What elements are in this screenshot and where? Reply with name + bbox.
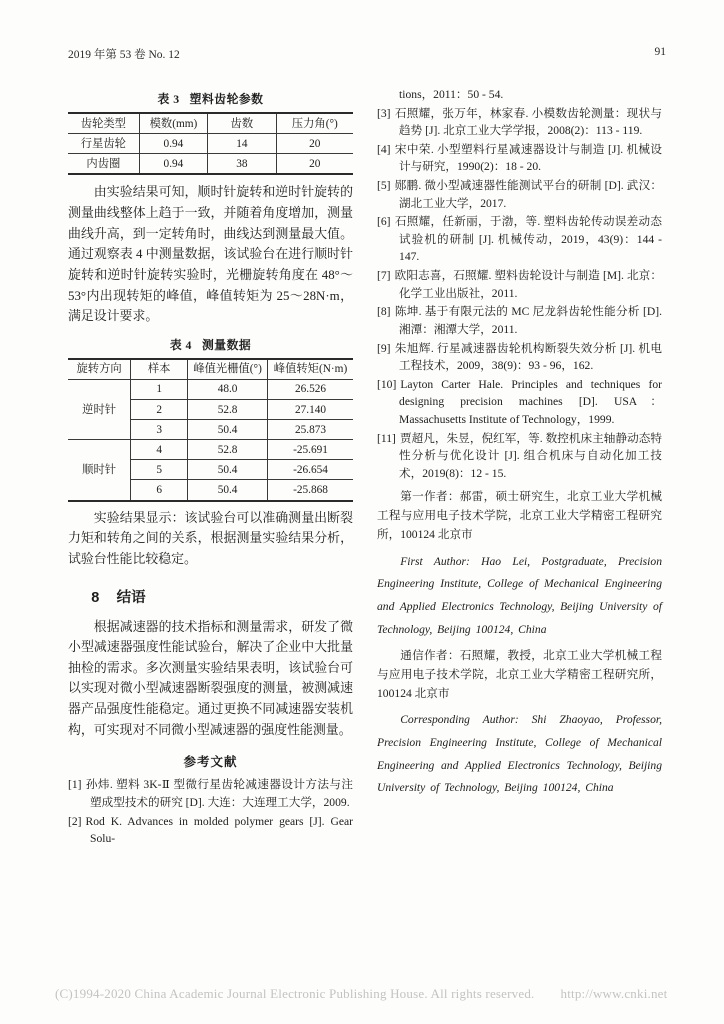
- reference-item: [377, 213, 662, 266]
- table3-cell: 0.94: [139, 154, 207, 175]
- table3-cell: 20: [309, 157, 321, 170]
- reference-text: Layton Carter Hale. Principles and techniques for designing precision machines [D]. USA：Massachusetts Institute of Technology，1999.: [399, 377, 662, 426]
- table4-cell: 1: [131, 379, 188, 399]
- table4-cell: 2: [131, 400, 188, 420]
- table4-cell: 6: [131, 480, 188, 501]
- table-row: [68, 154, 353, 175]
- reference-item: [68, 776, 353, 811]
- table3-caption: [68, 90, 353, 107]
- table3-cell: 0.94: [139, 134, 207, 154]
- cnki-url: http://www.cnki.net: [560, 986, 668, 1001]
- table4-cell: 50.4: [188, 420, 268, 440]
- page-number: 91: [654, 46, 666, 58]
- reference-item: [377, 177, 662, 212]
- corresponding-author-cn: 通信作者：石照耀，教授，北京工业大学机械工程与应用电子技术学院，北京工业大学精密工程研究所，100124 北京市: [377, 649, 662, 700]
- table3-header-cell: 齿数: [208, 113, 276, 134]
- reference-text: 石照耀，张万年，林家春. 小模数齿轮测量：现状与趋势 [J]. 北京工业大学学报，2008(2)：113 - 119.: [394, 106, 662, 138]
- reference-id: [9]: [377, 341, 391, 355]
- section-title: 结语: [116, 589, 146, 606]
- table4-cell: 3: [131, 420, 188, 440]
- table4-caption: [68, 336, 353, 353]
- journal-issue: 2019 年第 53 卷 No. 12: [68, 49, 180, 61]
- reference-item: [377, 267, 662, 302]
- reference-id: [11]: [377, 431, 396, 445]
- reference-id: [3]: [377, 106, 391, 120]
- reference-text: 欧阳志喜，石照耀. 塑料齿轮设计与制造 [M]. 北京：化学工业出版社，2011.: [394, 269, 662, 300]
- table3-cell: 内齿圈: [68, 154, 139, 175]
- section-number: 8: [91, 589, 100, 606]
- references-heading: 参考文献: [183, 755, 238, 770]
- reference-text: 孙炜. 塑料 3K-Ⅱ 型微行星齿轮减速器设计方法与注塑成型技术的研究 [D]. 大连：大连理工大学，2009.: [85, 778, 353, 809]
- table4-header-row: [68, 359, 353, 380]
- reference-text: 石照耀，任新丽，于渤，等. 塑料齿轮传动误差动态试验机的研制 [J]. 机械传动，2019，43(9)：144 - 147.: [394, 215, 662, 264]
- left-column: [68, 86, 353, 849]
- table3-cell: 行星齿轮: [68, 134, 139, 154]
- reference-text: 宋中荣. 小型塑料行星减速器设计与制造 [J]. 机械设计与研究，1990(2)：18 - 20.: [394, 142, 662, 174]
- table3-caption-label: 表 3: [157, 92, 180, 106]
- table3-header-cell: 齿轮类型: [68, 113, 139, 134]
- reference-text: 郧鹏. 微小型减速器性能测试平台的研制 [D]. 武汉：湖北工业大学，2017.: [394, 179, 662, 210]
- table3-cell: 14: [208, 134, 276, 154]
- table4-cell: 52.8: [188, 400, 268, 420]
- table3-gear-parameters: [68, 112, 353, 175]
- table4-cell: 48.0: [188, 379, 268, 399]
- reference-id: [1]: [68, 778, 82, 792]
- reference-item: [68, 813, 353, 848]
- table4-cell: 26.526: [267, 379, 353, 399]
- copyright-footer: [55, 986, 667, 1002]
- reference-id: [7]: [377, 269, 391, 283]
- reference-item: [377, 340, 662, 375]
- table4-caption-title: 测量数据: [201, 337, 252, 352]
- table4-cell: 4: [131, 440, 188, 460]
- experiment-result-paragraph: 由实验结果可知，顺时针旋转和逆时针旋转的测量曲线整体上趋于一致，并随着角度增加，测量曲线升高，到一定转角时，曲线达到测量最大值。通过观察表 4 中测量数据，该试验台在进行顺时针旋转和逆时针旋转实验时，光栅旋转角度在 48°～53°内出现转矩的峰值，峰值转矩为 25～28N·m，满足设计要求。: [68, 185, 353, 324]
- table4-header-cell: 峰值光栅值(°): [188, 359, 268, 380]
- table4-cell: -25.691: [267, 440, 353, 460]
- table-row: [68, 379, 353, 399]
- reference-item: [377, 141, 662, 176]
- table4-cell: 50.4: [188, 460, 268, 480]
- reference-item: [377, 376, 662, 429]
- reference-id: [6]: [377, 215, 391, 229]
- reference-id: [4]: [377, 142, 391, 156]
- table4-cell: 27.140: [267, 400, 353, 420]
- table4-header-cell: 峰值转矩(N·m): [267, 359, 353, 380]
- table4-caption-label: 表 4: [169, 337, 192, 352]
- table4-header-cell: 旋转方向: [68, 359, 131, 380]
- reference-text: Rod K. Advances in molded polymer gears [J]. Gear Solu-: [85, 814, 353, 846]
- reference-id: [8]: [377, 305, 391, 319]
- table4-cell: 5: [131, 460, 188, 480]
- table3-cell: 20: [276, 134, 353, 154]
- copyright-text: (C)1994-2020 China Academic Journal Electronic Publishing House. All rights reserved.: [55, 986, 535, 1001]
- reference-item: [377, 105, 662, 140]
- reference-id: [2]: [68, 814, 82, 828]
- section-8-heading: [68, 586, 353, 607]
- table4-cell: -26.654: [267, 460, 353, 480]
- table3-header-cell: 压力角(°): [276, 113, 353, 134]
- table3-header-row: [68, 113, 353, 134]
- reference-item: [377, 430, 662, 483]
- table4-measurement-data: [68, 358, 353, 502]
- table4-cell: -25.868: [293, 483, 328, 496]
- first-author-en: First Author: Hao Lei, Postgraduate, Precision Engineering Institute, College of Mechanical Engineering and Applied Electronics Technology, Beijing University of Technology, Beijing 100124, China: [377, 554, 662, 636]
- conclusion-paragraph: 根据减速器的技术指标和测量需求，研发了微小型减速器强度性能试验台，解决了企业中大批量抽检的需求。多次测量实验结果表明，该试验台可以实现对微小型减速器断裂强度的测量，被测减速器产品强度性能稳定。通过更换不同减速器安装机构，可实现对不同微小型减速器的强度性能测量。: [68, 619, 353, 737]
- page-header: [68, 46, 666, 62]
- reference-text: 贾超凡，朱昱，倪红军，等. 数控机床主轴静动态特性分析与优化设计 [J]. 组合机床与自动化加工技术，2019(8)：12 - 15.: [399, 431, 662, 480]
- table4-cell: 25.873: [267, 420, 353, 440]
- corresponding-author-en: Corresponding Author: Shi Zhaoyao, Professor, Precision Engineering Institute, College of Mechanical Engineering and Applied Electronics Technology, Beijing University of Technology, Beijing 100124, China: [377, 713, 662, 795]
- reference-item: [377, 303, 662, 338]
- result-summary-paragraph: 实验结果显示：该试验台可以准确测量出断裂力矩和转角之间的关系，根据测量实验结果分析，试验台性能比较稳定。: [68, 510, 353, 566]
- table4-direction-cell: 逆时针: [68, 379, 131, 439]
- table3-caption-title: 塑料齿轮参数: [189, 92, 264, 106]
- table3-cell: 38: [208, 154, 276, 175]
- table-row: [68, 134, 353, 154]
- reference-text: 朱旭辉. 行星减速器齿轮机构断裂失效分析 [J]. 机电工程技术，2009，38(9)：93 - 96，162.: [394, 341, 662, 373]
- table3-header-cell: 模数(mm): [139, 113, 207, 134]
- first-author-cn: 第一作者：郝雷，硕士研究生，北京工业大学机械工程与应用电子技术学院，北京工业大学精密工程研究所，100124 北京市: [377, 490, 662, 541]
- table4-cell: 52.8: [188, 440, 268, 460]
- reference-2-continuation: tions，2011：50 - 54.: [399, 88, 504, 101]
- table4-cell: 50.4: [188, 480, 268, 501]
- table4-header-cell: 样本: [131, 359, 188, 380]
- two-column-body: [68, 86, 662, 849]
- right-column: [377, 86, 662, 849]
- reference-text: 陈坤. 基于有限元法的 MC 尼龙斜齿轮性能分析 [D]. 湘潭：湘潭大学，2011.: [394, 305, 662, 336]
- reference-id: [10]: [377, 377, 397, 391]
- reference-id: [5]: [377, 179, 391, 193]
- table4-direction-cell: 顺时针: [68, 440, 131, 501]
- table-row: [68, 440, 353, 460]
